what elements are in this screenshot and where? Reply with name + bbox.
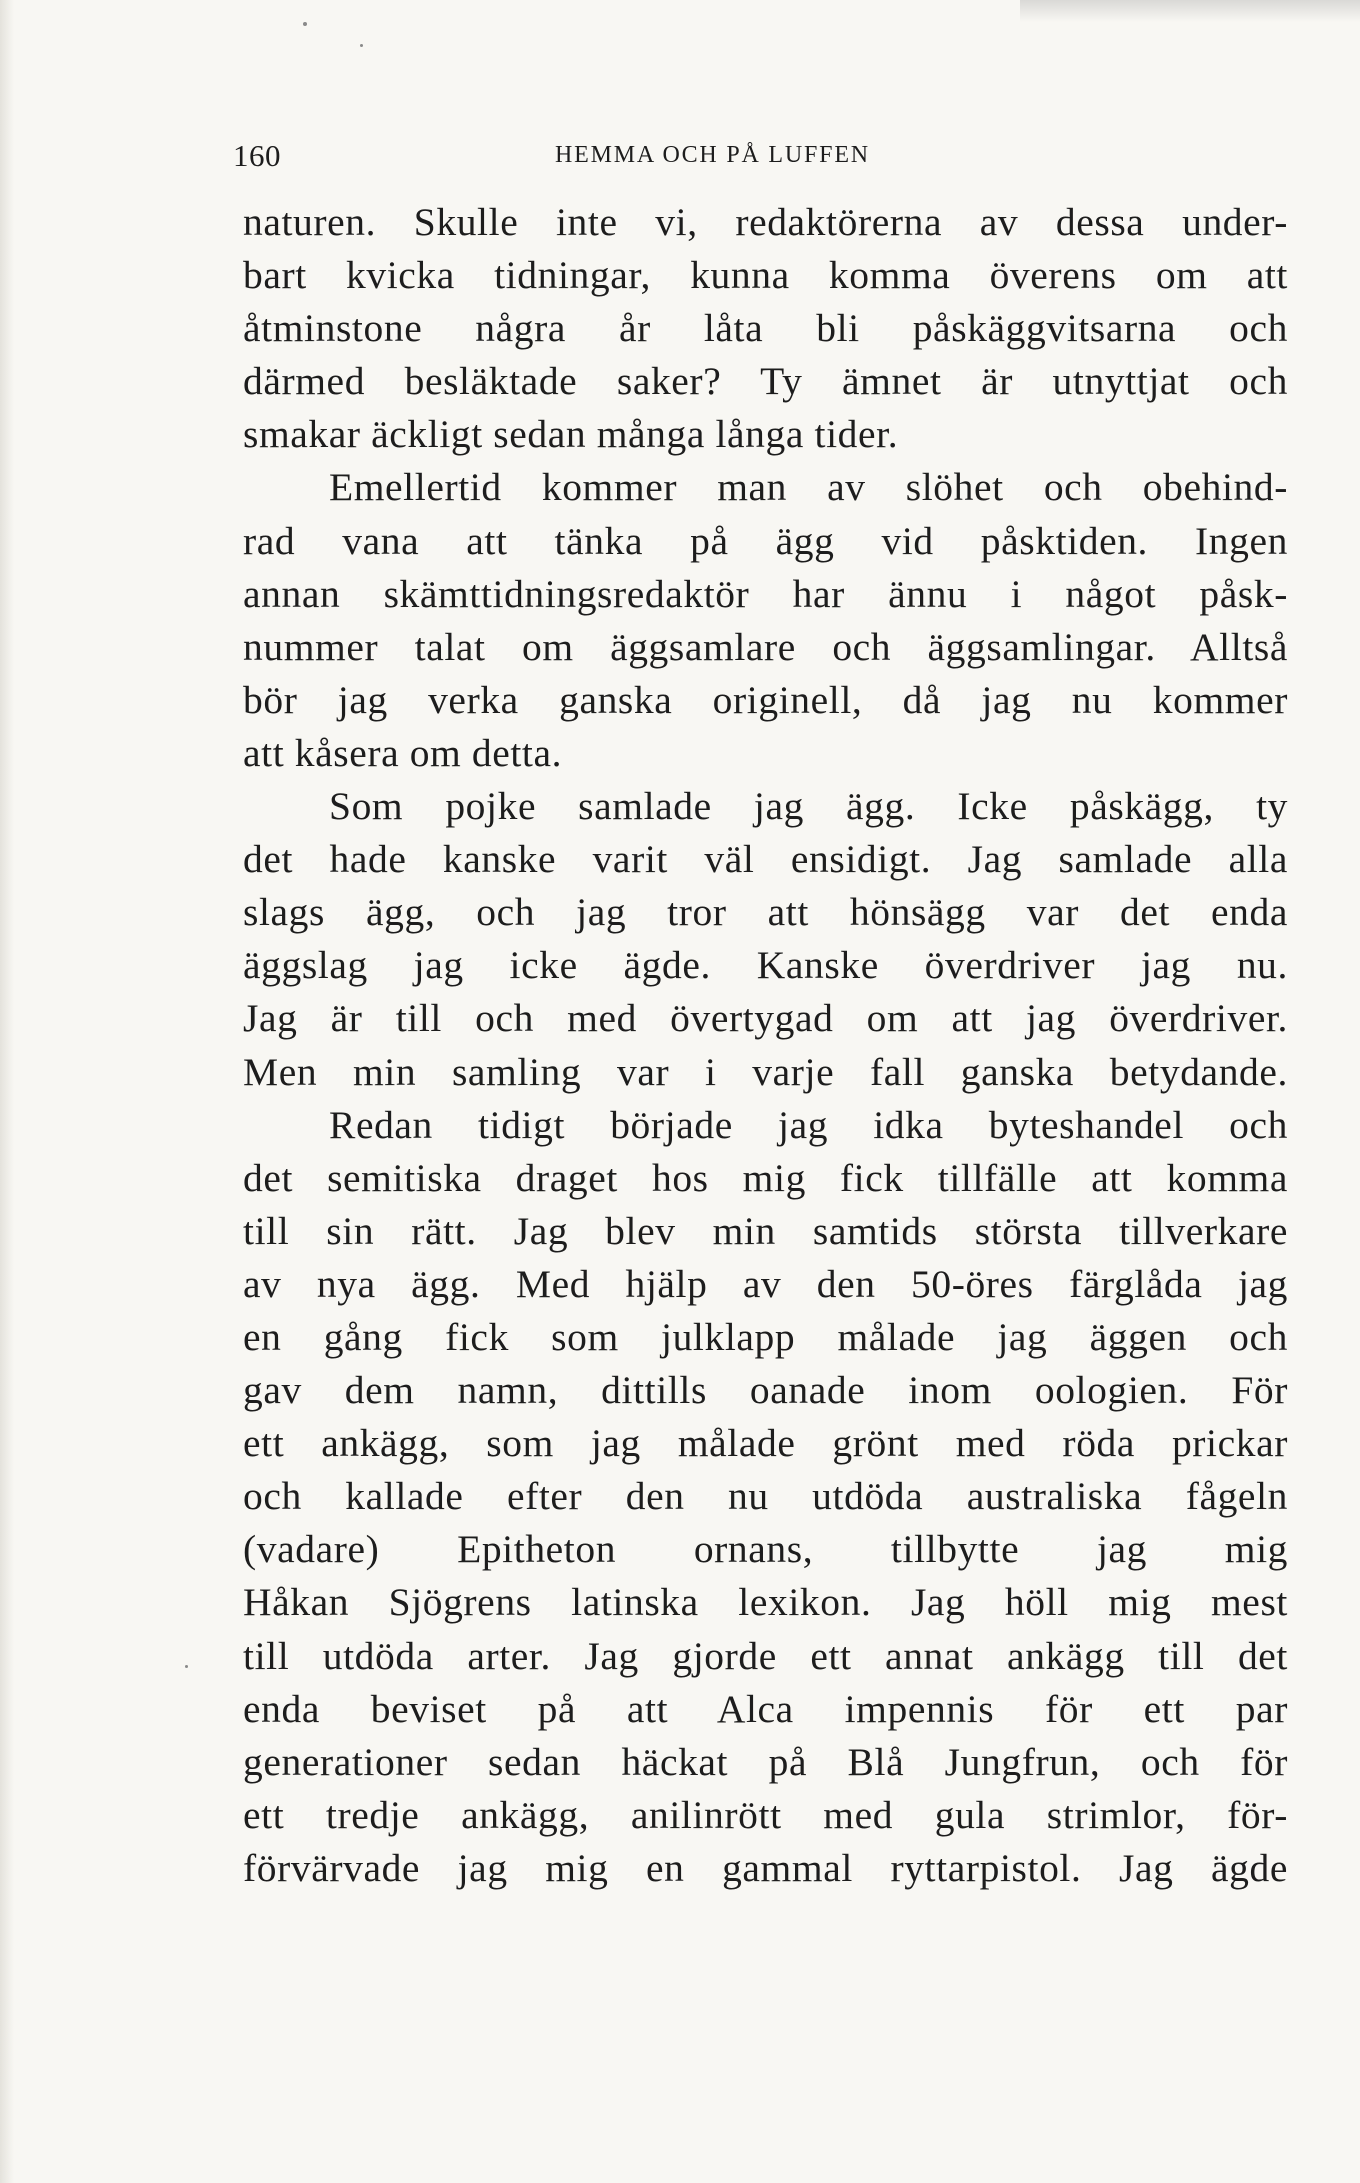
text-line: Men min samling var i varje fall ganska betydande. xyxy=(243,1049,1288,1094)
paragraph-start-line: Som pojke samlade jag ägg. Icke påskägg, ty xyxy=(329,784,1288,829)
text-line: naturen. Skulle inte vi, redaktörerna av dessa under- xyxy=(243,200,1288,244)
text-line: en gång fick som julklapp målade jag äggen och xyxy=(243,1314,1288,1359)
page-edge-shadow xyxy=(0,0,14,2183)
text-line: slags ägg, och jag tror att hönsägg var det enda xyxy=(243,890,1288,935)
text-line: förvärvade jag mig en gammal ryttarpistol. Jag ägde xyxy=(243,1845,1288,1890)
text-line: annan skämttidningsredaktör har ännu i något påsk- xyxy=(243,571,1288,616)
text-line: äggslag jag icke ägde. Kanske överdriver jag nu. xyxy=(243,943,1288,988)
text-line: och kallade efter den nu utdöda australiska fågeln xyxy=(243,1474,1288,1519)
text-line: generationer sedan häckat på Blå Jungfrun, och för xyxy=(243,1739,1288,1784)
text-line: Jag är till och med övertygad om att jag överdriver. xyxy=(243,996,1288,1041)
text-line: att kåsera om detta. xyxy=(243,730,563,775)
text-line: till sin rätt. Jag blev min samtids största tillverkare xyxy=(243,1208,1288,1253)
text-line: bart kvicka tidningar, kunna komma överens om att xyxy=(243,253,1288,298)
running-title: HEMMA OCH PÅ LUFFEN xyxy=(555,142,870,168)
text-line: nummer talat om äggsamlare och äggsamlingar. Alltså xyxy=(243,624,1288,669)
text-line: ett tredje ankägg, anilinrött med gula strimlor, för- xyxy=(243,1792,1288,1837)
text-line: smakar äckligt sedan många långa tider. xyxy=(243,412,899,457)
scan-top-shading xyxy=(1020,0,1360,22)
scan-speck xyxy=(185,1665,188,1668)
text-line: ett ankägg, som jag målade grönt med röda prickar xyxy=(243,1421,1288,1466)
running-head xyxy=(233,138,958,178)
text-line: av nya ägg. Med hjälp av den 50-öres färglåda jag xyxy=(243,1261,1288,1306)
text-line: det hade kanske varit väl ensidigt. Jag samlade alla xyxy=(243,837,1288,882)
text-line: Håkan Sjögrens latinska lexikon. Jag höll mig mest xyxy=(243,1580,1288,1625)
text-line: rad vana att tänka på ägg vid påsktiden. Ingen xyxy=(243,518,1288,563)
text-line: gav dem namn, dittills oanade inom oologien. För xyxy=(243,1368,1288,1413)
text-line: (vadare) Epitheton ornans, tillbytte jag mig xyxy=(243,1527,1288,1572)
scan-speck xyxy=(360,44,363,47)
page-number: 160 xyxy=(233,138,281,173)
body-text xyxy=(243,196,1288,1895)
text-line: därmed besläktade saker? Ty ämnet är utnyttjat och xyxy=(243,359,1288,404)
text-line: det semitiska draget hos mig fick tillfälle att komma xyxy=(243,1155,1288,1200)
text-line: åtminstone några år låta bli påskäggvitsarna och xyxy=(243,306,1288,351)
text-line: bör jag verka ganska originell, då jag nu kommer xyxy=(243,677,1288,722)
paragraph-start-line: Emellertid kommer man av slöhet och obehind- xyxy=(329,465,1288,510)
scan-speck xyxy=(303,22,307,26)
text-line: till utdöda arter. Jag gjorde ett annat ankägg till det xyxy=(243,1633,1288,1678)
paragraph-start-line: Redan tidigt började jag idka byteshandel och xyxy=(329,1102,1288,1147)
text-line: enda beviset på att Alca impennis för ett par xyxy=(243,1686,1288,1731)
